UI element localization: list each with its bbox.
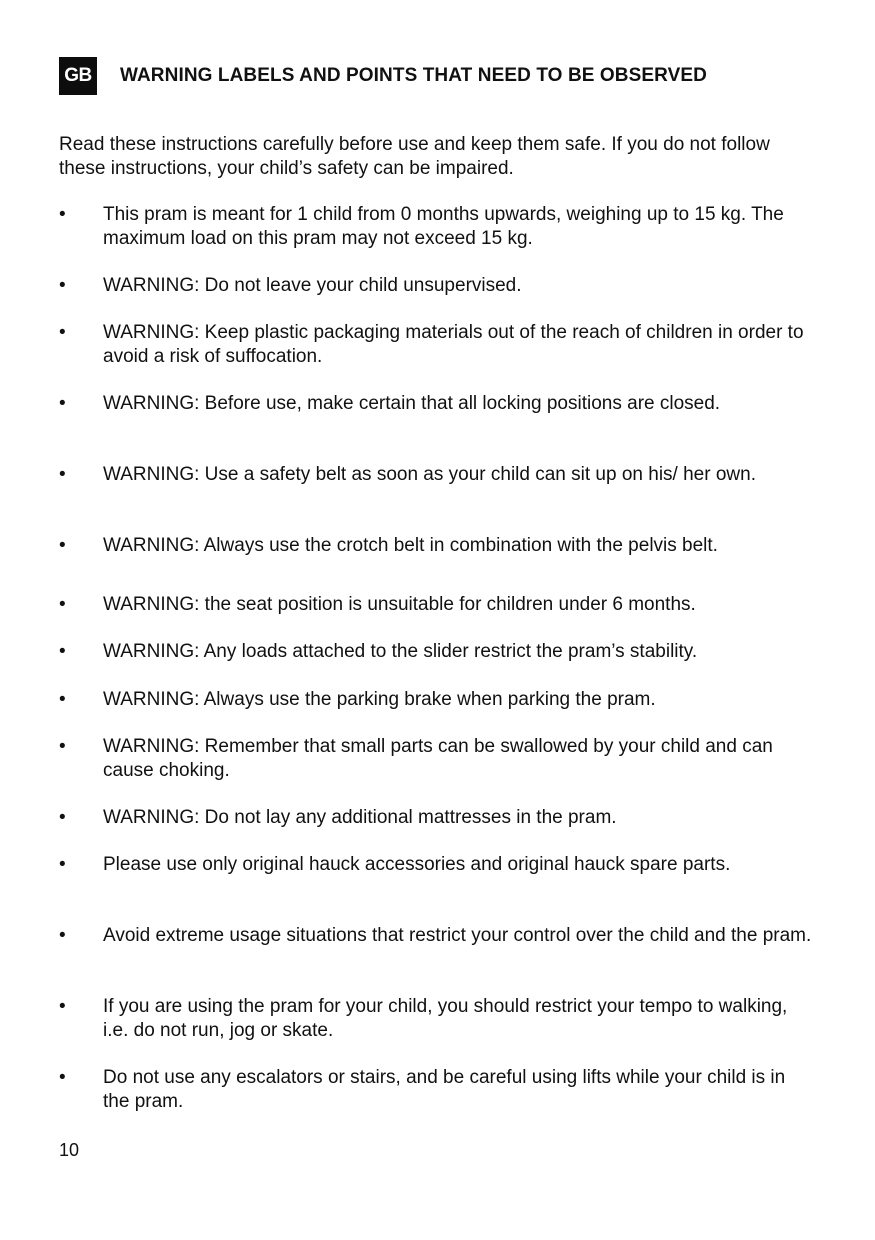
- bullet: •: [59, 689, 66, 710]
- list-item: [59, 203, 819, 251]
- list-item-text: WARNING: Before use, make certain that all locking positions are closed.: [103, 393, 721, 414]
- list-item-text: Do not use any escalators or stairs, and be careful using lifts while your child is in the pram.: [103, 1067, 786, 1112]
- bullet: •: [59, 641, 66, 662]
- list-item: [59, 534, 819, 558]
- bullet: •: [59, 464, 66, 485]
- list-item-text: WARNING: Always use the crotch belt in combination with the pelvis belt.: [103, 535, 718, 556]
- page-title: WARNING LABELS AND POINTS THAT NEED TO BE OBSERVED: [120, 65, 708, 86]
- bullet: •: [59, 996, 66, 1017]
- page-number: 10: [59, 1140, 80, 1160]
- list-item: [59, 593, 819, 617]
- list-item: [59, 924, 819, 948]
- list-item-text: WARNING: Remember that small parts can be swallowed by your child and can cause choking.: [103, 736, 773, 781]
- bullet: •: [59, 275, 66, 296]
- bullet: •: [59, 393, 66, 414]
- bullet: •: [59, 854, 66, 875]
- list-item: [59, 735, 819, 783]
- bullet: •: [59, 322, 66, 343]
- list-item: [59, 1066, 819, 1114]
- list-item-text: Avoid extreme usage situations that restrict your control over the child and the pram.: [103, 925, 812, 946]
- list-item: [59, 392, 819, 416]
- page-header: [59, 57, 707, 95]
- bullet: •: [59, 204, 66, 225]
- list-item: [59, 806, 819, 830]
- list-item-text: WARNING: Do not lay any additional mattresses in the pram.: [103, 807, 617, 828]
- bullet: •: [59, 535, 66, 556]
- list-item-text: WARNING: Use a safety belt as soon as your child can sit up on his/ her own.: [103, 464, 756, 485]
- list-item-text: Please use only original hauck accessories and original hauck spare parts.: [103, 854, 731, 875]
- list-item: [59, 995, 819, 1043]
- list-item: [59, 640, 819, 664]
- bullet: •: [59, 736, 66, 757]
- list-item: [59, 688, 819, 712]
- list-item: [59, 853, 819, 877]
- list-item: [59, 274, 819, 298]
- list-item-text: WARNING: Keep plastic packaging materials out of the reach of children in order to avoid a risk of suffocation.: [103, 322, 804, 367]
- list-item-text: This pram is meant for 1 child from 0 months upwards, weighing up to 15 kg. The maximum load on this pram may not exceed 15 kg.: [103, 204, 784, 249]
- list-item-text: WARNING: Do not leave your child unsupervised.: [103, 275, 522, 296]
- bullet: •: [59, 925, 66, 946]
- list-item-text: WARNING: the seat position is unsuitable for children under 6 months.: [103, 594, 696, 615]
- list-item-text: WARNING: Always use the parking brake when parking the pram.: [103, 689, 656, 710]
- bullet: •: [59, 1067, 66, 1088]
- bullet: •: [59, 807, 66, 828]
- list-item-text: WARNING: Any loads attached to the slider restrict the pram’s stability.: [103, 641, 698, 662]
- language-badge: GB: [59, 57, 97, 95]
- list-item-text: If you are using the pram for your child, you should restrict your tempo to walking, i.e. do not run, jog or skate.: [103, 996, 788, 1041]
- intro-paragraph: Read these instructions carefully before use and keep them safe. If you do not follow these instructions, your child’s safety can be impaired.: [59, 134, 770, 179]
- bullet: •: [59, 594, 66, 615]
- list-item: [59, 463, 819, 487]
- list-item: [59, 321, 819, 369]
